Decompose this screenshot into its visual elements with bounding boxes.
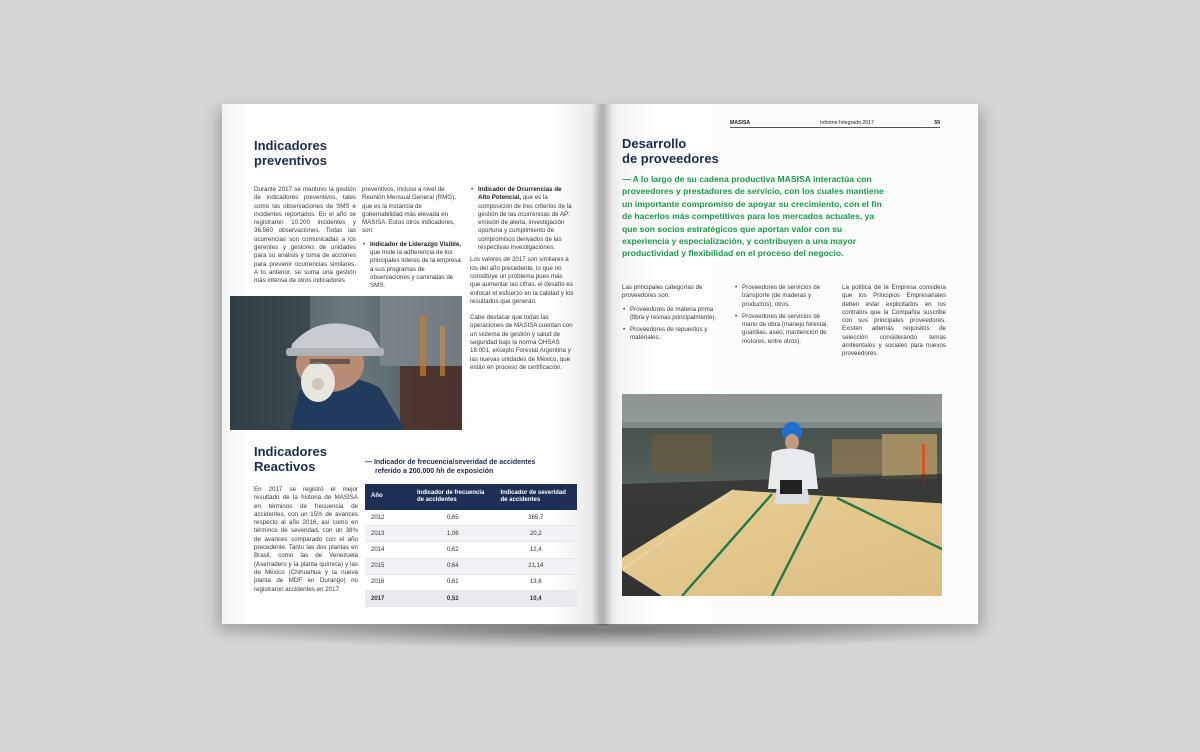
preventivos-title — [254, 138, 327, 168]
list-item — [478, 186, 574, 252]
preventivos-col1: Durante 2017 se mantuvo la gestión de indicadores preventivos, tales como las observaciones de SMS e incidentes reportados. En el año se registraron 10.200 incidentes y 36.560 observaciones. Todas las ocurrencias son comunicadas a los gerentes y gestores de unidades para su análisis y toma de acciones para prevenir ocurrencias similares. A lo anterior, se suma una gestión más intensa de otros indicadores — [254, 186, 356, 285]
right-page — [600, 104, 978, 624]
preventivos-col3-p2: Los valores de 2017 son similares a los del año precedente, lo que no constituye un problema pues más que aumentar las cifras, el desafío es enfocar el esfuerzo en la calidad y los resultados que generan. — [470, 256, 574, 305]
preventivos-col3-list — [470, 186, 574, 252]
book-gutter — [592, 104, 612, 626]
table-title-line2: referido a 200.000 hh de exposición — [375, 468, 494, 475]
factory-photo-image — [622, 394, 942, 596]
table-cell: 2016 — [365, 574, 411, 590]
table-header: Año — [365, 484, 411, 510]
table-row — [365, 542, 577, 558]
header-report: Informe Integrado 2017 — [820, 120, 874, 126]
col3-bullet-text: que es la composición de tres criterios de la gestión de las ocurrencias de AP: emisión de alerta, investigación oportuna y cumplimiento de compromisos derivados de las respectivas investigaciones. — [478, 194, 572, 252]
bullet1-bold: Indicador de Liderazgo Visible, — [370, 240, 461, 248]
factory-photo — [622, 394, 942, 596]
list-item — [370, 241, 462, 291]
reactivos-title-line2: Reactivos — [254, 459, 316, 474]
accident-table — [365, 484, 577, 607]
worker-photo — [230, 296, 462, 430]
reactivos-text: En 2017 se registró el mejor resultado de la historia de MASISA en términos de frecuencia de accidentes, con un 15% de avances respecto al año 2016, así como en términos de severidad, con un 38% de avances comparado con el año precedente. Tanto las dos plantas en Brasil, como las de Venezuela (Aserradero y la planta química) y las de México (Chihuahua y la nueva planta de MDF en Durango) no registraron accidentes en 2017. — [254, 486, 358, 593]
table-cell: 0,65 — [411, 510, 495, 526]
table-cell: 13,6 — [495, 574, 577, 590]
list-item: • Proveedores de servicios de mano de obra (manejo forestal, guardias, aseo, mantención de motores, entre otros). — [742, 313, 834, 346]
col1-list — [622, 306, 724, 343]
table-header: Indicador de frecuencia de accidentes — [411, 484, 495, 510]
preventivos-col2-text: preventivos, incluso a nivel de Reunión Mensual General (RMG), que es la instancia de gobernabilidad más elevada en MASISA. Estos otros indicadores, son: — [362, 186, 456, 235]
proveedores-col2 — [734, 284, 834, 350]
reactivos-title-line1: Indicadores — [254, 444, 327, 459]
table-cell: 2017 — [365, 590, 411, 606]
reactivos-title — [254, 444, 327, 474]
list-item: • Proveedores de servicios de transporte (de maderas y productos), otros. — [742, 284, 834, 309]
header-brand: MASISA — [730, 120, 751, 126]
left-page — [222, 104, 602, 624]
preventivos-col2 — [362, 186, 462, 295]
table-cell: 21,14 — [495, 558, 577, 574]
preventivos-title-line1: Indicadores — [254, 138, 327, 153]
table-header-row — [365, 484, 577, 510]
preventivos-col3 — [470, 186, 574, 372]
col1-intro: Las principales categorías de proveedores son: — [622, 284, 703, 300]
proveedores-lead: — A lo largo de su cadena productiva MASISA interactúa con proveedores y prestadores de servicio, con los cuales mantiene un importante compromiso de apoyar su crecimiento, con el fin de hacerlos más competitivos para los mercados actuales, ya que son socios estratégicos que aportan valor con su experiencia y especialización, y contribuyen a una mayor productividad y flexibilidad en el proceso del negocio. — [622, 174, 884, 259]
table-cell: 2013 — [365, 526, 411, 542]
proveedores-title — [622, 136, 719, 166]
accident-table-block — [365, 458, 577, 607]
bullet1-text: que mide la adherencia de los principales líderes de la empresa a sus programas de observaciones y caminatas de SMS. — [370, 249, 461, 290]
proveedores-col1 — [622, 284, 724, 347]
table-title-line1: — Indicador de frecuencia/severidad de accidentes — [365, 459, 536, 466]
preventivos-col2-list — [362, 241, 462, 291]
table-row — [365, 526, 577, 542]
table-row — [365, 558, 577, 574]
proveedores-title-line2: de proveedores — [622, 151, 719, 166]
table-cell: 2015 — [365, 558, 411, 574]
proveedores-title-line1: Desarrollo — [622, 136, 687, 151]
list-item: • Proveedores de repuestos y materiales. — [630, 326, 724, 343]
table-cell: 2014 — [365, 542, 411, 558]
table-header: Indicador de severidad de accidentes — [495, 484, 577, 510]
table-title — [365, 458, 577, 476]
table-cell: 0,52 — [411, 590, 495, 606]
header-page-number: 59 — [934, 120, 940, 126]
proveedores-col3: La política de la Empresa considera que los Principios Empresariales deben estar explicitados en los contratos que la Compañía suscribe con sus principales proveedores. Existen además requisitos de selección considerando temas ambientales y sociales para nuevos proveedores. — [842, 284, 946, 358]
table-cell: 2012 — [365, 510, 411, 526]
table-cell: 0,64 — [411, 558, 495, 574]
table-row — [365, 510, 577, 526]
table-row — [365, 574, 577, 590]
table-cell: 12,4 — [495, 542, 577, 558]
table-cell: 1,06 — [411, 526, 495, 542]
worker-photo-image — [230, 296, 462, 430]
col2-list — [734, 284, 834, 346]
preventivos-title-line2: preventivos — [254, 153, 327, 168]
table-cell: 10,4 — [495, 590, 577, 606]
table-row — [365, 590, 577, 606]
col3-bullet-bold: Indicador de Ocurrencias de Alto Potencial, — [478, 186, 562, 202]
table-cell: 365,7 — [495, 510, 577, 526]
table-cell: 0,62 — [411, 542, 495, 558]
preventivos-col3-p3: Cabe destacar que todas las operaciones de MASISA cuentan con un sistema de gestión y salud de seguridad bajo la norma OHSAS 18.001, excepto Forestal Argentina y las nuevas unidades de México, que están en proceso de certificación. — [470, 314, 573, 371]
running-header — [730, 120, 940, 128]
table-cell: 20,2 — [495, 526, 577, 542]
list-item: • Proveedores de materia prima (fibra y resinas principalmente). — [630, 306, 724, 323]
table-cell: 0,61 — [411, 574, 495, 590]
